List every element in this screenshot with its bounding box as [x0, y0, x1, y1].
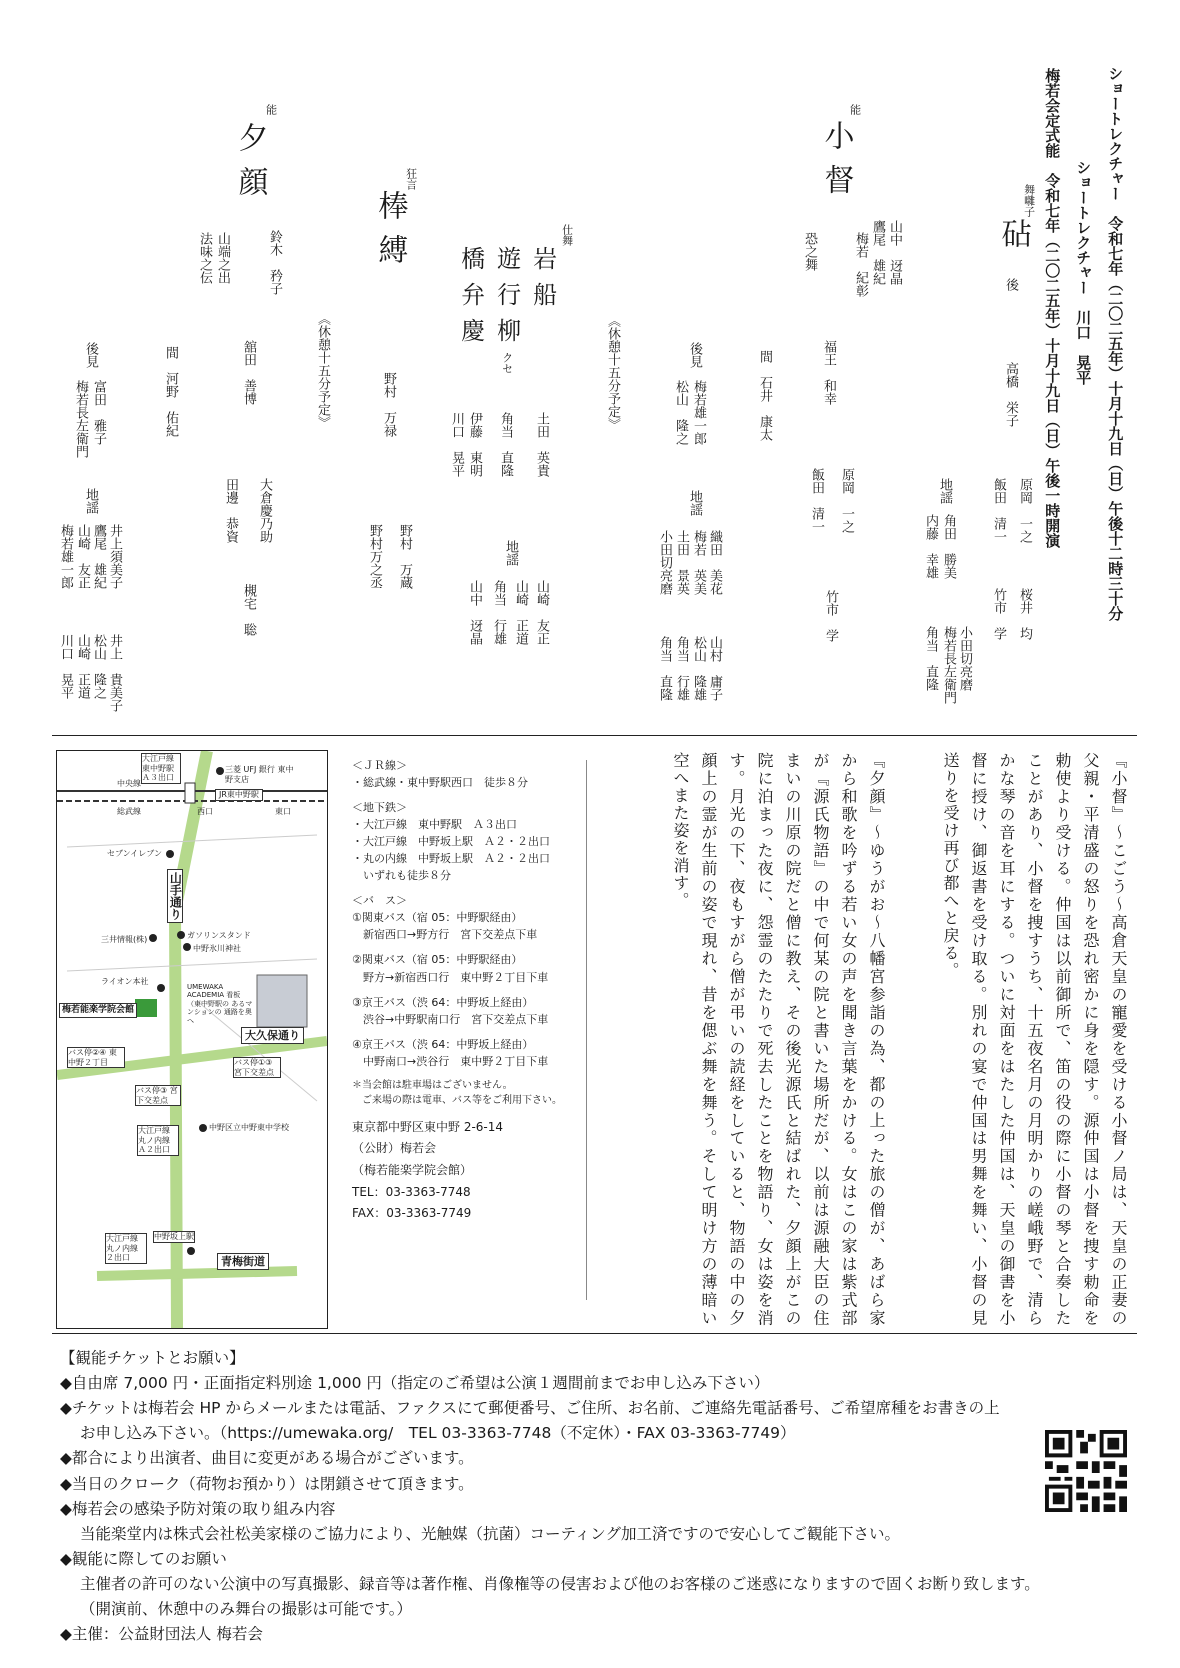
label-oedo-a2: 大江戸線 丸ノ内線 Ａ２出口 — [137, 1125, 179, 1156]
ticket-line-3: お申し込み下さい。（https://umewaka.org/ TEL 03-3363-7748（不定休）・FAX 03-3363-7749） — [80, 1424, 796, 1443]
bus-label: ＜バ ス＞ — [352, 894, 407, 908]
address: 東京都中野区東中野 2-6-14 — [352, 1119, 504, 1134]
label-east-exit: 東口 — [275, 807, 291, 816]
lecture-line: ショートレクチャー 川口 晃平 — [1074, 160, 1093, 385]
yugao-jiutai-6: 松山 隆之 — [90, 634, 106, 699]
ticket-line-6: ◆梅若会の感染予防対策の取り組み内容 — [60, 1499, 336, 1518]
bus-3a: ③京王バス（渋 64：中野坂上経由） — [352, 995, 534, 1009]
label-sobu: 総武線 — [117, 807, 141, 816]
kogo-ai: 間 石井 康太 — [756, 350, 772, 441]
kogo-cast-3: 梅若 紀彰 — [852, 232, 868, 297]
yugao-shite: 鈴木 矜子 — [266, 230, 282, 295]
bus-2a: ②関東バス（宿 05：中野駅経由） — [352, 953, 523, 967]
label-west-exit: 西口 — [197, 807, 213, 816]
parking-note-1: ＊当会館は駐車場はございません。 — [352, 1079, 513, 1091]
jr-label: ＜ＪＲ線＞ — [352, 759, 407, 772]
kogo-jiutai-label: 地謡 — [686, 490, 702, 516]
bobari-cast-2: 野村 万蔵 — [396, 524, 412, 589]
yugao-ai: 間 河野 佑紀 — [162, 346, 178, 437]
label-seven: セブンイレブン — [107, 849, 162, 858]
kogo-jiutai-8: 角当 直隆 — [656, 636, 672, 701]
label-chuo: 中央線 — [117, 779, 141, 788]
kinuta-jiutai-5: 角当 直隆 — [922, 626, 938, 691]
shimai-title-1: 岩船 — [528, 246, 557, 318]
label-sakaue: 中野坂上駅 — [154, 1232, 194, 1241]
story-kogo — [900, 752, 1132, 1327]
shimai-performer-2: 角当 直隆 — [497, 412, 513, 477]
ticket-line-7: 当能楽堂内は株式会社松美家様のご協力により、光触媒（抗菌）コーティング加工済ですので安心してご観能下さい。 — [80, 1524, 900, 1543]
kogo-jiutai-3: 土田 景英 — [673, 530, 689, 595]
kogo-hayashi2-1: 竹市 学 — [822, 590, 838, 642]
ticket-line-4: ◆都合により出演者、曲目に変更がある場合がございます。 — [60, 1449, 474, 1468]
hall-name: （梅若能楽学院会館） — [352, 1162, 473, 1177]
shimai-title-2: 遊行柳 — [492, 246, 521, 354]
yugao-category: 能 — [264, 104, 278, 115]
ticket-line-9: 主催者の許可のない公演中の写真撮影、録音等は著作権、肖像権等の侵害および他のお客様のご迷惑になりますので固くお断り致します。 — [80, 1574, 1040, 1593]
kinuta-section: 後 — [1002, 278, 1018, 291]
kogo-jiutai-1: 織田 美花 — [706, 530, 722, 595]
ticket-line-8: ◆観能に際してのお願い — [60, 1549, 227, 1568]
kogo-koken-label: 後見 — [686, 342, 702, 368]
kinuta-shite: 高橋 栄子 — [1002, 362, 1018, 427]
bus-4a: ④京王バス（渋 64：中野坂上経由） — [352, 1037, 534, 1051]
shimai-jiutai-label: 地謡 — [502, 540, 518, 566]
kogo-cast-2: 鷹尾 雄紀 — [869, 220, 885, 285]
ticket-info — [60, 1346, 1140, 1647]
yugao-hayashi-2: 田邊 恭資 — [222, 478, 238, 543]
divider-top — [52, 735, 1137, 736]
yugao-title: 夕顔 — [232, 122, 268, 210]
access-info — [352, 757, 582, 1225]
label-hikawa: 中野氷川神社 — [193, 944, 241, 953]
kinuta-hayashi-2: 飯田 清一 — [990, 478, 1006, 543]
ticket-heading: 【観能チケットとお願い】 — [60, 1349, 245, 1367]
label-gas: ガソリンスタンド — [187, 931, 251, 940]
org-name: （公財）梅若会 — [352, 1141, 437, 1156]
ticket-line-1: ◆自由席 7,000 円・正面指定料別途 1,000 円（指定のご希望は公演１週間前までお申し込み下さい） — [60, 1374, 770, 1393]
shimai-ruby: クセ — [500, 352, 514, 374]
kinuta-title: 砧 — [995, 218, 1031, 262]
yugao-jiutai-label: 地謡 — [82, 488, 98, 514]
event-line: ショートレクチャー 令和七年（二〇二五年）十月十九日（日）午後十二時三十分 — [1106, 66, 1125, 621]
qr-code-icon[interactable] — [1045, 1430, 1127, 1512]
bus-3b: 渋谷→中野駅南口行 宮下交差点下車 — [352, 1012, 549, 1026]
kinuta-jiutai-3: 小田切亮磨 — [956, 626, 972, 691]
yugao-jiutai-3: 山崎 友正 — [74, 524, 90, 589]
yugao-jiutai-7: 山崎 正道 — [74, 634, 90, 699]
bobari-category: 狂言 — [404, 168, 418, 190]
subway-2: ・大江戸線 中野坂上駅 Ａ２・２出口 — [352, 835, 550, 849]
bobari-cast-3: 野村万之丞 — [366, 524, 382, 589]
label-ome: 青梅街道 — [217, 1253, 269, 1270]
label-bus4: バス停②④ 東中野２丁目 — [67, 1047, 125, 1068]
label-jr-station: JR東中野駅 — [215, 789, 263, 801]
yugao-jiutai-4: 梅若雄一郎 — [57, 524, 73, 589]
kogo-jiutai-6: 松山 隆雄 — [690, 636, 706, 701]
story-divider — [586, 760, 587, 1300]
shimai-jiutai-2: 山崎 正道 — [512, 580, 528, 645]
story-kogo-text: 『小督』〜こごう〜高倉天皇の寵愛を受ける小督ノ局は、天皇の正妻の父親・平清盛の怒りを恐れ密かに身を隠す。源仲国は小督を捜す勅命を勅使より受ける。仲国は以前御所で、笛の役の際に小督の琴と合奏したことがあり、小督を捜すうち、十五夜名月の月明かりの嵯峨野で、清らかな琴の音を耳にする。ついに対面をはたした仲国は、天皇の御書を小督に授け、御返書を受け取る。別れの宴で仲国は男舞を舞い、小督の見送りを受け再び都へと戻る。 — [941, 752, 1128, 1327]
map-labels — [57, 751, 327, 1328]
divider-bottom — [52, 1333, 1137, 1334]
tel: TEL：03-3363-7748 — [352, 1184, 471, 1199]
story-yugao-text: 『夕顔』〜ゆうがお〜八幡宮参詣の為、都の上った旅の僧が、あばら家から和歌を吟ずる若い女の声を聞き言葉をかける。女はこの家は紫式部が『源氏物語』の中で何某の院と書いた場所だが、以前は源融大臣の住まいの川原の院だと僧に教え、その後光源氏と結ばれた、夕顔上がこの院に泊まった夜に、怨霊のたたりで死去したことを物語り、女は姿を消す。月光の下、夜もすがら僧が弔いの読経をしていると、物語の中の夕顔上の霊が生前の姿で現れ、昔を偲ぶ舞を舞う。そして明け方の薄暗い空へまた姿を消す。 — [671, 752, 886, 1328]
subway-label: ＜地下鉄＞ — [352, 801, 407, 815]
break-2: 《休憩十五分予定》 — [314, 312, 330, 429]
label-bus3: バス停③ 宮下交差点 — [135, 1085, 181, 1106]
yugao-jiutai-1: 井上須美子 — [106, 524, 122, 589]
shimai-jiutai-4: 山中 迓晶 — [466, 580, 482, 645]
ticket-line-2: ◆チケットは梅若会 HP からメールまたは電話、ファクスにて郵便番号、ご住所、お名前、ご連絡先電話番号、ご希望席種をお書きの上 — [60, 1399, 1000, 1418]
kinuta-jiutai-label: 地謡 — [936, 478, 952, 504]
kogo-jiutai-2: 梅若 英美 — [690, 530, 706, 595]
yugao-hayashi-1: 大倉慶乃助 — [256, 478, 272, 543]
ticket-line-10: （開演前、休憩中のみ舞台の撮影は可能です。） — [80, 1600, 413, 1619]
bus-4b: 中野南口→渋谷行 東中野２丁目下車 — [352, 1054, 549, 1068]
parking-note-2: ご来場の際は電車、バス等をご利用下さい。 — [352, 1095, 562, 1107]
access-map — [56, 750, 328, 1329]
kogo-waki: 福王 和幸 — [820, 340, 836, 405]
yugao-kogaki-2: 法味之伝 — [196, 232, 212, 284]
kogo-jiutai-4: 小田切亮磨 — [656, 530, 672, 595]
kogo-koken-1: 梅若雄一郎 — [690, 380, 706, 445]
yugao-jiutai-2: 鷹尾 雄紀 — [90, 524, 106, 589]
label-lion: ライオン本社 — [101, 977, 149, 986]
kogo-jiutai-5: 山村 庸子 — [706, 636, 722, 701]
bobari-cast-1: 野村 万禄 — [380, 372, 396, 437]
yugao-hayashi2-1: 槻宅 聡 — [240, 584, 256, 636]
bus-2b: 野方→新宿西口行 東中野２丁目下車 — [352, 970, 549, 984]
subway-4: いずれも徒歩８分 — [352, 869, 451, 883]
kogo-category: 能 — [848, 104, 862, 115]
label-okubo: 大久保通り — [241, 1027, 304, 1044]
kinuta-hayashi-1: 原岡 一之 — [1016, 478, 1032, 543]
yugao-waki: 舘田 善博 — [240, 340, 256, 405]
label-school: 中野区立中野東中学校 — [209, 1123, 289, 1132]
kogo-hayashi-2: 飯田 清一 — [808, 468, 824, 533]
story-yugao — [600, 752, 890, 1327]
bus-1b: 新宿西口→野方行 宮下交差点下車 — [352, 928, 538, 942]
shimai-performer-1: 土田 英貴 — [533, 412, 549, 477]
label-umewaka: 梅若能楽学院会館 — [59, 1003, 137, 1018]
label-oedo-a22: 大江戸線 丸ノ内線 ２出口 — [105, 1233, 147, 1264]
kogo-kogaki: 恐之舞 — [801, 232, 817, 271]
kogo-title: 小督 — [818, 120, 854, 208]
subway-1: ・大江戸線 東中野駅 Ａ３出口 — [352, 818, 517, 832]
kogo-jiutai-7: 角当 行雄 — [673, 636, 689, 701]
bobari-title: 棒縛 — [372, 190, 408, 278]
bus-1a: ①関東バス（宿 05：中野駅経由） — [352, 911, 523, 925]
kinuta-category: 舞囃子 — [1022, 184, 1036, 217]
yugao-koken-label: 後見 — [82, 342, 98, 368]
ticket-line-11: ◆主催：公益財団法人 梅若会 — [60, 1625, 263, 1644]
subway-3: ・丸の内線 中野坂上駅 Ａ２・２出口 — [352, 852, 550, 866]
shimai-jiutai-1: 山崎 友正 — [533, 580, 549, 645]
jr-route: ・総武線・東中野駅西口 徒歩８分 — [352, 776, 528, 790]
main-event-line: 梅若会定式能 令和七年（二〇二五年）十月十九日（日）午後一時開演 — [1043, 68, 1062, 548]
address-block — [352, 1117, 582, 1225]
label-yamate: 山手通り — [167, 869, 183, 923]
yugao-jiutai-5: 井上 貴美子 — [106, 634, 122, 712]
yugao-koken-2: 梅若長左衛門 — [72, 380, 88, 458]
yugao-jiutai-8: 川口 晃平 — [57, 634, 73, 699]
fax: FAX：03-3363-7749 — [352, 1206, 472, 1221]
label-mitsui: 三井情報(株) — [101, 935, 148, 944]
shimai-performer-3: 伊藤 東明 — [466, 412, 482, 477]
kinuta-jiutai-2: 内藤 幸雄 — [922, 514, 938, 579]
kogo-koken-2: 松山 隆之 — [672, 380, 688, 445]
shimai-category: 仕舞 — [560, 224, 574, 246]
kinuta-hayashi2-1: 桜井 均 — [1016, 588, 1032, 640]
shimai-jiutai-3: 角当 行雄 — [490, 580, 506, 645]
kinuta-jiutai-4: 梅若長左衛門 — [940, 626, 956, 704]
kogo-hayashi-1: 原岡 一之 — [838, 468, 854, 533]
kinuta-jiutai-1: 角田 勝美 — [940, 514, 956, 579]
yugao-kogaki-1: 山端之出 — [214, 232, 230, 284]
label-academia: UMEWAKA ACADEMIA 看板（東中野駅の あるマンションの 通路を奥へ — [187, 983, 253, 1025]
kinuta-hayashi2-2: 竹市 学 — [990, 588, 1006, 640]
break-1: 《休憩十五分予定》 — [604, 314, 620, 431]
yugao-koken-1: 富田 雅子 — [90, 380, 106, 445]
label-bus1: バス停①③ 宮下交差点 — [233, 1057, 281, 1078]
shimai-performer-4: 川口 晃平 — [448, 412, 464, 477]
shimai-title-3: 橋弁慶 — [456, 246, 485, 354]
label-oedo-a3: 大江戸線 東中野駅 Ａ３出口 — [141, 753, 181, 784]
label-mufg: 三菱 UFJ 銀行 東中野支店 — [225, 765, 294, 784]
ticket-line-5: ◆当日のクローク（荷物お預かり）は閉鎖させて頂きます。 — [60, 1474, 474, 1493]
kogo-cast-1: 山中 迓晶 — [886, 220, 902, 285]
